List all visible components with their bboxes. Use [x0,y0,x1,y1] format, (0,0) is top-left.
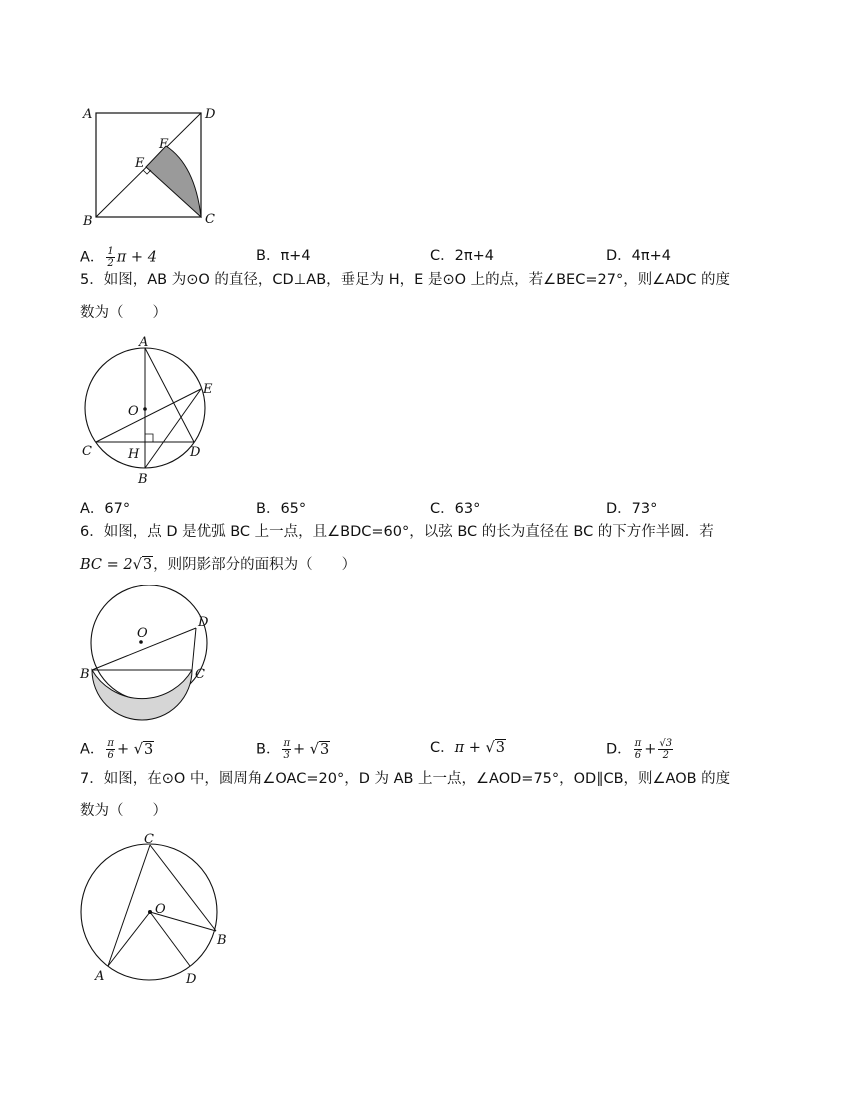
q6-option-a-plus: + [117,741,130,758]
q6-stem-rest: ，则阴影部分的面积为（ ） [153,557,357,573]
q5-right-angle-mark [145,434,153,442]
q5-label-h: H [128,447,140,462]
q5-label-a: A [139,335,149,350]
q7-label-a: A [95,969,105,984]
q7-stem-line1: 7．如图，在⊙O 中，圆周角∠OAC=20°，D 为 AB 上一点，∠AOD=75°，OD∥CB，则∠AOB 的度 [80,771,731,787]
q4-option-d-letter: D． [606,248,632,264]
frac-den: 2 [107,258,114,269]
q6-figure [78,585,228,725]
frac-num: π [107,738,114,749]
q6-option-d [606,738,675,761]
q6-option-c [430,738,506,758]
q7-label-c: C [144,832,154,847]
q6-option-b-letter: B． [256,741,281,758]
q5-stem-line1: 5．如图，AB 为⊙O 的直径，CD⊥AB，垂足为 H，E 是⊙O 上的点，若∠BEC=27°，则∠ADC 的度 [80,272,731,288]
q6-option-a [80,738,154,761]
q7-figure [78,828,238,993]
q6-shaded-region [92,670,192,720]
q6-label-c: C [195,667,205,682]
q7-stem-line2: 数为（ ） [80,803,167,819]
q4-option-b-letter: B． [256,248,281,264]
q6-option-c-letter: C． [430,740,455,756]
q7-line-cb [150,845,216,931]
q5-label-d: D [190,445,201,460]
q6-option-b-radicand: 3 [320,741,330,758]
q6-stem-radical: √3 [132,557,153,573]
q6-line-dc [192,628,196,670]
q5-figure [78,335,228,490]
q5-option-a-letter: A． [80,501,105,517]
q6-option-d-fraction2 [658,738,673,761]
q5-option-d [606,499,657,519]
q6-stem-line1: 6．如图，点 D 是优弧 BC 上一点，且∠BDC=60°，以弦 BC 的长为直径在 BC 的下方作半圆．若 [80,524,714,540]
q4-label-d: D [205,107,216,122]
q6-option-b-radical: √3 [309,741,330,758]
q6-option-b-plus: + [293,741,306,758]
q5-option-b-text: 65° [280,501,307,517]
q4-option-c [430,246,494,266]
q4-label-a: A [83,107,93,122]
q4-option-c-letter: C． [430,248,455,264]
q5-option-c [430,499,480,519]
frac-num: 1 [107,246,114,257]
q7-line-ac [108,845,150,966]
q7-center-dot [148,910,152,914]
q6-option-d-plus: + [644,741,657,758]
q4-figure [78,100,228,230]
q4-label-b: B [83,214,93,229]
q6-option-a-fraction [106,738,115,761]
q6-option-c-radicand: 3 [495,740,506,756]
q5-option-d-text: 73° [631,501,658,517]
q4-option-a [80,246,157,269]
q5-option-d-letter: D． [606,501,632,517]
q5-option-a [80,499,130,519]
frac-num: π [634,738,642,749]
q5-option-b [256,499,306,519]
q6-option-d-letter: D． [606,741,632,758]
q5-label-e: E [203,382,213,397]
frac-den: 3 [283,750,290,761]
q6-stem-radicand: 3 [142,557,153,573]
q6-stem-line2 [80,555,356,575]
q4-label-e: E [135,156,145,171]
q6-option-b [256,738,330,761]
q5-option-c-letter: C． [430,501,455,517]
q6-option-d-fraction [634,738,643,761]
q6-label-b: B [80,667,90,682]
q5-option-c-text: 63° [454,501,481,517]
q4-label-c: C [205,212,215,227]
frac-num: √3 [659,738,673,749]
q4-option-a-letter: A． [80,249,105,266]
q7-line-oa [108,912,150,966]
q6-stem-math: BC = 2 [80,557,133,573]
q5-stem-line2: 数为（ ） [80,305,167,321]
q5-option-b-letter: B． [256,501,281,517]
q4-option-d-text: 4π+4 [631,248,672,264]
q6-option-c-radical: √3 [485,740,506,756]
q6-option-a-letter: A． [80,741,105,758]
q4-option-a-rest: π + 4 [116,249,157,266]
q6-option-c-pre: π + [454,740,481,756]
q7-label-d: D [186,972,197,987]
frac-den: 2 [662,750,669,761]
q4-option-c-text: 2π+4 [454,248,494,264]
q4-label-f: F [159,137,169,152]
q6-option-a-radical: √3 [133,741,154,758]
q6-label-d: D [198,615,209,630]
q4-shaded-region [146,146,201,217]
frac-den: 6 [634,750,642,761]
q6-option-b-fraction [282,738,291,761]
q4-option-b [256,246,311,266]
q7-label-b: B [217,933,227,948]
q7-label-o: O [155,902,166,917]
q4-option-d [606,246,671,266]
q4-option-a-fraction [106,246,114,269]
frac-den: 6 [107,750,114,761]
q4-option-b-text: π+4 [280,248,311,264]
frac-num: π [283,738,291,749]
q6-option-a-radicand: 3 [144,741,154,758]
q5-label-o: O [128,404,139,419]
q6-label-o: O [137,626,148,641]
q5-option-a-text: 67° [104,501,131,517]
q7-line-od [150,912,190,966]
q5-label-b: B [138,472,148,487]
q5-center-dot [143,407,147,411]
q5-label-c: C [82,444,92,459]
q5-line-ad [145,348,194,442]
